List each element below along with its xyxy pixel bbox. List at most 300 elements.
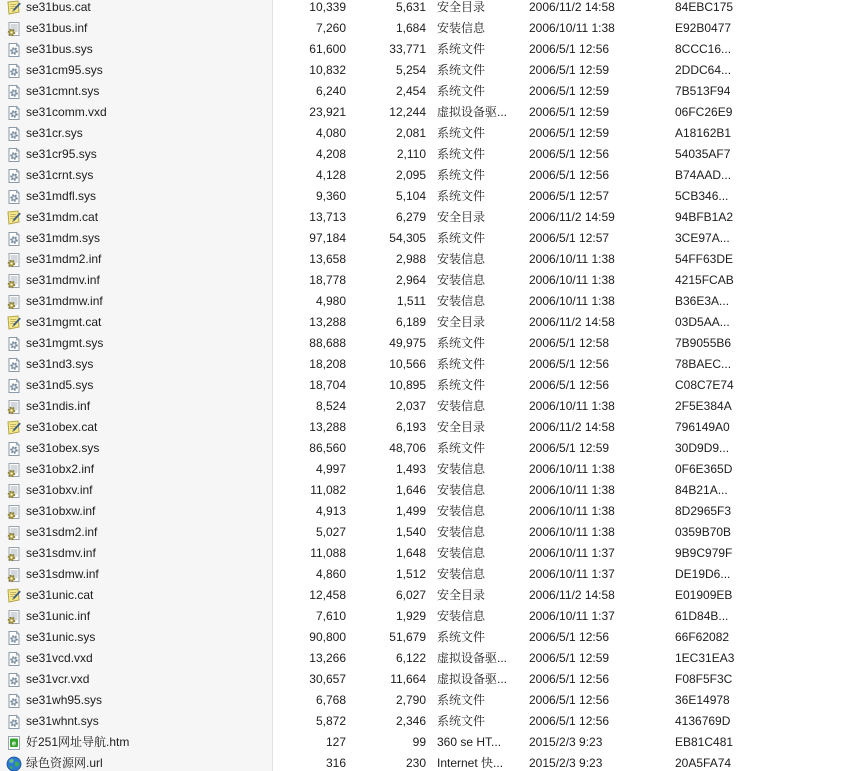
file-crc32: EB81C481	[675, 735, 734, 749]
setup-information-file-icon	[6, 567, 22, 583]
file-name-cell	[0, 312, 273, 333]
file-crc32: 7B513F94	[675, 84, 731, 98]
file-size: 4,980	[315, 294, 346, 308]
file-crc32: 61D84B...	[675, 609, 729, 623]
file-modified-date: 2015/2/3 9:23	[529, 756, 603, 770]
file-name: se31sdm2.inf	[26, 525, 98, 539]
file-modified-date: 2006/5/1 12:56	[529, 630, 610, 644]
file-modified-date: 2006/10/11 1:38	[529, 273, 615, 287]
system-file-icon	[6, 714, 22, 730]
table-row[interactable]	[0, 669, 850, 690]
table-row[interactable]	[0, 102, 850, 123]
file-name: se31sdmw.inf	[26, 567, 99, 581]
file-name-cell	[0, 417, 273, 438]
file-packed-size: 11,664	[390, 672, 426, 686]
file-name-cell	[0, 732, 273, 753]
file-packed-size: 1,540	[395, 525, 426, 539]
system-file-icon	[6, 231, 22, 247]
file-crc32: E01909EB	[675, 588, 733, 602]
file-name-cell	[0, 123, 273, 144]
file-name-cell	[0, 144, 273, 165]
file-modified-date: 2006/10/11 1:37	[529, 546, 615, 560]
table-row[interactable]	[0, 585, 850, 606]
file-crc32: 78BAEC...	[675, 357, 732, 371]
file-name: se31vcd.vxd	[26, 651, 93, 665]
table-row[interactable]	[0, 690, 850, 711]
file-crc32: 84EBC175	[675, 0, 734, 14]
file-packed-size: 2,346	[395, 714, 426, 728]
table-row[interactable]	[0, 417, 850, 438]
file-modified-date: 2006/5/1 12:59	[529, 63, 610, 77]
table-row[interactable]	[0, 207, 850, 228]
table-row[interactable]	[0, 543, 850, 564]
file-modified-date: 2006/10/11 1:38	[529, 21, 615, 35]
file-name: se31nd3.sys	[26, 357, 94, 371]
file-size: 23,921	[309, 105, 346, 119]
file-name: se31comm.vxd	[26, 105, 107, 119]
file-type: 系统文件	[437, 63, 486, 77]
file-name: se31obex.cat	[26, 420, 98, 434]
file-name: se31mgmt.cat	[26, 315, 102, 329]
file-name: se31mdfl.sys	[26, 189, 97, 203]
file-packed-size: 5,631	[395, 0, 426, 14]
file-modified-date: 2006/10/11 1:37	[529, 567, 615, 581]
file-crc32: 2DDC64...	[675, 63, 732, 77]
file-crc32: C08C7E74	[675, 378, 734, 392]
file-crc32: 4215FCAB	[675, 273, 734, 287]
table-row[interactable]	[0, 186, 850, 207]
file-modified-date: 2006/5/1 12:56	[529, 42, 610, 56]
file-type: 安装信息	[437, 462, 486, 476]
file-modified-date: 2006/10/11 1:38	[529, 525, 615, 539]
file-size: 18,778	[309, 273, 346, 287]
file-packed-size: 5,104	[395, 189, 426, 203]
file-size: 127	[325, 735, 346, 749]
file-name: se31obxv.inf	[26, 483, 93, 497]
table-row[interactable]	[0, 123, 850, 144]
file-crc32: 3CE97A...	[675, 231, 730, 245]
file-size: 6,240	[315, 84, 346, 98]
file-crc32: DE19D6...	[675, 567, 731, 581]
file-packed-size: 2,037	[395, 399, 426, 413]
table-row[interactable]	[0, 732, 850, 753]
table-row[interactable]	[0, 753, 850, 771]
file-type: 安全目录	[437, 588, 486, 602]
file-size: 13,658	[309, 252, 346, 266]
file-name: se31sdmv.inf	[26, 546, 96, 560]
table-row[interactable]	[0, 249, 850, 270]
file-type: 系统文件	[437, 84, 486, 98]
file-packed-size: 2,964	[395, 273, 426, 287]
file-modified-date: 2006/10/11 1:38	[529, 252, 615, 266]
file-crc32: A18162B1	[675, 126, 732, 140]
file-type: 安装信息	[437, 399, 486, 413]
system-file-icon	[6, 63, 22, 79]
table-row[interactable]	[0, 564, 850, 585]
file-name: se31obex.sys	[26, 441, 100, 455]
file-name-cell	[0, 375, 273, 396]
file-name-cell	[0, 753, 273, 771]
file-name: se31obxw.inf	[26, 504, 96, 518]
file-packed-size: 1,511	[396, 294, 426, 308]
file-modified-date: 2006/5/1 12:59	[529, 105, 610, 119]
file-packed-size: 99	[412, 735, 426, 749]
file-type: 安装信息	[437, 294, 486, 308]
file-size: 4,860	[315, 567, 346, 581]
html-document-icon	[6, 735, 22, 751]
file-packed-size: 2,081	[395, 126, 426, 140]
system-file-icon	[6, 651, 22, 667]
file-name: se31mdmv.inf	[26, 273, 100, 287]
file-modified-date: 2006/5/1 12:59	[529, 84, 610, 98]
file-type: 360 se HT...	[437, 735, 502, 749]
security-catalog-file-icon	[6, 588, 22, 604]
file-packed-size: 6,027	[395, 588, 426, 602]
file-name-cell	[0, 0, 273, 18]
table-row[interactable]	[0, 627, 850, 648]
system-file-icon	[6, 126, 22, 142]
file-packed-size: 230	[405, 756, 426, 770]
file-name-cell	[0, 690, 273, 711]
file-packed-size: 2,095	[395, 168, 426, 182]
internet-shortcut-icon	[6, 756, 22, 771]
file-packed-size: 5,254	[395, 63, 426, 77]
file-name: se31cmnt.sys	[26, 84, 100, 98]
system-file-icon	[6, 42, 22, 58]
file-size: 5,027	[315, 525, 346, 539]
file-packed-size: 49,975	[389, 336, 426, 350]
file-modified-date: 2006/5/1 12:57	[529, 189, 610, 203]
file-crc32: 1EC31EA3	[675, 651, 735, 665]
file-crc32: 8D2965F3	[675, 504, 732, 518]
file-packed-size: 1,684	[395, 21, 426, 35]
file-size: 10,832	[309, 63, 346, 77]
file-size: 8,524	[315, 399, 346, 413]
file-modified-date: 2006/11/2 14:58	[529, 0, 615, 14]
file-name: se31bus.cat	[26, 0, 91, 14]
file-name-cell	[0, 270, 273, 291]
file-name: se31crnt.sys	[26, 168, 94, 182]
file-name-cell	[0, 564, 273, 585]
table-row[interactable]	[0, 606, 850, 627]
setup-information-file-icon	[6, 483, 22, 499]
file-name-cell	[0, 81, 273, 102]
file-modified-date: 2006/5/1 12:56	[529, 357, 610, 371]
table-row[interactable]	[0, 39, 850, 60]
file-type: 安装信息	[437, 21, 486, 35]
file-modified-date: 2006/5/1 12:56	[529, 693, 610, 707]
file-size: 9,360	[315, 189, 346, 203]
file-name: se31mdm2.inf	[26, 252, 102, 266]
file-name: se31bus.sys	[26, 42, 93, 56]
file-crc32: B36E3A...	[675, 294, 730, 308]
table-row[interactable]	[0, 165, 850, 186]
file-modified-date: 2006/10/11 1:38	[529, 462, 615, 476]
table-row[interactable]	[0, 522, 850, 543]
file-name: 好251网址导航.htm	[26, 735, 130, 749]
file-name: se31mdm.sys	[26, 231, 101, 245]
file-type: 安装信息	[437, 546, 486, 560]
file-packed-size: 1,648	[395, 546, 426, 560]
file-name-cell	[0, 585, 273, 606]
file-crc32: 9B9C979F	[675, 546, 733, 560]
file-name-cell	[0, 522, 273, 543]
file-size: 97,184	[309, 231, 346, 245]
system-file-icon	[6, 147, 22, 163]
security-catalog-file-icon	[6, 210, 22, 226]
file-modified-date: 2006/5/1 12:56	[529, 147, 610, 161]
file-type: 安装信息	[437, 252, 486, 266]
table-row[interactable]	[0, 375, 850, 396]
file-size: 18,704	[309, 378, 346, 392]
file-modified-date: 2006/10/11 1:38	[529, 504, 615, 518]
file-name: se31unic.sys	[26, 630, 96, 644]
file-size: 61,600	[309, 42, 346, 56]
setup-information-file-icon	[6, 273, 22, 289]
file-modified-date: 2006/5/1 12:57	[529, 231, 610, 245]
file-size: 6,768	[315, 693, 346, 707]
setup-information-file-icon	[6, 399, 22, 415]
system-file-icon	[6, 378, 22, 394]
file-name: se31ndis.inf	[26, 399, 91, 413]
file-modified-date: 2006/11/2 14:59	[529, 210, 615, 224]
file-name: se31unic.cat	[26, 588, 94, 602]
file-packed-size: 10,895	[389, 378, 426, 392]
file-name: se31cr95.sys	[26, 147, 97, 161]
file-name-cell	[0, 228, 273, 249]
security-catalog-file-icon	[6, 0, 22, 16]
table-row[interactable]	[0, 711, 850, 732]
file-crc32: 36E14978	[675, 693, 730, 707]
file-size: 4,128	[315, 168, 346, 182]
system-file-icon	[6, 336, 22, 352]
table-row[interactable]	[0, 312, 850, 333]
file-modified-date: 2006/5/1 12:56	[529, 714, 610, 728]
file-name-cell	[0, 333, 273, 354]
file-modified-date: 2015/2/3 9:23	[529, 735, 603, 749]
file-type: 系统文件	[437, 693, 486, 707]
file-name: se31obx2.inf	[26, 462, 95, 476]
table-row[interactable]	[0, 648, 850, 669]
file-packed-size: 2,110	[396, 147, 426, 161]
table-row[interactable]	[0, 501, 850, 522]
file-modified-date: 2006/10/11 1:38	[529, 294, 615, 308]
file-type: 安装信息	[437, 525, 486, 539]
file-size: 4,208	[315, 147, 346, 161]
file-size: 10,339	[309, 0, 346, 14]
file-size: 316	[325, 756, 346, 770]
file-modified-date: 2006/11/2 14:58	[529, 315, 615, 329]
setup-information-file-icon	[6, 525, 22, 541]
file-packed-size: 1,499	[395, 504, 426, 518]
file-modified-date: 2006/10/11 1:38	[529, 483, 615, 497]
file-type: 安装信息	[437, 273, 486, 287]
file-type: 系统文件	[437, 231, 486, 245]
file-size: 7,610	[315, 609, 346, 623]
system-file-icon	[6, 84, 22, 100]
file-name-cell	[0, 354, 273, 375]
file-type: 系统文件	[437, 189, 486, 203]
file-name-cell	[0, 543, 273, 564]
file-name-cell	[0, 606, 273, 627]
file-crc32: 94BFB1A2	[675, 210, 734, 224]
file-size: 13,713	[309, 210, 346, 224]
file-name: se31cm95.sys	[26, 63, 103, 77]
file-modified-date: 2006/11/2 14:58	[529, 588, 615, 602]
file-name: se31wh95.sys	[26, 693, 103, 707]
svg-text:e: e	[11, 737, 17, 747]
file-packed-size: 1,512	[395, 567, 426, 581]
system-file-icon	[6, 630, 22, 646]
file-type: 安装信息	[437, 504, 486, 518]
setup-information-file-icon	[6, 504, 22, 520]
system-file-icon	[6, 693, 22, 709]
file-name-cell	[0, 291, 273, 312]
file-type: 系统文件	[437, 336, 486, 350]
table-row[interactable]	[0, 60, 850, 81]
file-packed-size: 10,566	[389, 357, 426, 371]
file-name-cell	[0, 249, 273, 270]
file-crc32: 0359B70B	[675, 525, 732, 539]
file-name-cell	[0, 186, 273, 207]
file-size: 4,997	[315, 462, 346, 476]
file-modified-date: 2006/10/11 1:37	[529, 609, 615, 623]
file-name: se31mgmt.sys	[26, 336, 104, 350]
file-size: 13,288	[309, 420, 346, 434]
file-modified-date: 2006/5/1 12:56	[529, 378, 610, 392]
file-crc32: 06FC26E9	[675, 105, 733, 119]
file-type: 安全目录	[437, 210, 486, 224]
file-size: 30,657	[309, 672, 346, 686]
file-type: 系统文件	[437, 378, 486, 392]
file-packed-size: 6,122	[395, 651, 426, 665]
file-name: se31bus.inf	[26, 21, 88, 35]
file-type: 安装信息	[437, 483, 486, 497]
file-type: 系统文件	[437, 630, 486, 644]
file-name-cell	[0, 60, 273, 81]
file-packed-size: 51,679	[389, 630, 426, 644]
security-catalog-file-icon	[6, 315, 22, 331]
file-packed-size: 1,929	[395, 609, 426, 623]
file-packed-size: 1,493	[395, 462, 426, 476]
table-row[interactable]	[0, 354, 850, 375]
file-name-cell	[0, 165, 273, 186]
file-crc32: 796149A0	[675, 420, 730, 434]
file-packed-size: 2,454	[395, 84, 426, 98]
file-packed-size: 12,244	[389, 105, 426, 119]
file-packed-size: 1,646	[395, 483, 426, 497]
file-type: 安装信息	[437, 609, 486, 623]
system-file-icon	[6, 168, 22, 184]
file-type: 系统文件	[437, 714, 486, 728]
setup-information-file-icon	[6, 546, 22, 562]
file-name-cell	[0, 501, 273, 522]
file-size: 11,082	[310, 483, 346, 497]
file-name: se31cr.sys	[26, 126, 83, 140]
security-catalog-file-icon	[6, 420, 22, 436]
file-name-cell	[0, 480, 273, 501]
table-row[interactable]	[0, 291, 850, 312]
file-name-cell	[0, 669, 273, 690]
file-crc32: F08F5F3C	[675, 672, 733, 686]
file-size: 88,688	[309, 336, 346, 350]
file-crc32: 03D5AA...	[675, 315, 730, 329]
file-crc32: 4136769D	[675, 714, 731, 728]
table-row[interactable]	[0, 18, 850, 39]
setup-information-file-icon	[6, 252, 22, 268]
file-name-cell	[0, 39, 273, 60]
file-crc32: 54035AF7	[675, 147, 731, 161]
table-row[interactable]	[0, 396, 850, 417]
file-name-cell	[0, 711, 273, 732]
file-packed-size: 2,790	[395, 693, 426, 707]
setup-information-file-icon	[6, 609, 22, 625]
file-type: 虚拟设备驱...	[437, 672, 508, 686]
file-name-cell	[0, 627, 273, 648]
file-size: 5,872	[315, 714, 346, 728]
file-type: 系统文件	[437, 168, 486, 182]
file-name-cell	[0, 102, 273, 123]
table-row[interactable]	[0, 480, 850, 501]
file-type: 系统文件	[437, 357, 486, 371]
file-packed-size: 54,305	[389, 231, 426, 245]
file-packed-size: 6,189	[395, 315, 426, 329]
file-size: 86,560	[309, 441, 346, 455]
setup-information-file-icon	[6, 462, 22, 478]
file-crc32: 66F62082	[675, 630, 730, 644]
file-modified-date: 2006/11/2 14:58	[529, 420, 615, 434]
table-row[interactable]	[0, 0, 850, 18]
table-row[interactable]	[0, 144, 850, 165]
file-crc32: 54FF63DE	[675, 252, 734, 266]
file-name-cell	[0, 438, 273, 459]
file-crc32: E92B0477	[675, 21, 732, 35]
table-row[interactable]	[0, 333, 850, 354]
file-packed-size: 6,279	[395, 210, 426, 224]
file-size: 90,800	[309, 630, 346, 644]
file-packed-size: 48,706	[389, 441, 426, 455]
table-row[interactable]	[0, 438, 850, 459]
system-file-icon	[6, 357, 22, 373]
file-modified-date: 2006/5/1 12:59	[529, 651, 610, 665]
file-type: 系统文件	[437, 42, 486, 56]
file-type: 虚拟设备驱...	[437, 105, 508, 119]
table-row[interactable]	[0, 81, 850, 102]
file-type: Internet 快...	[437, 756, 504, 770]
table-row[interactable]	[0, 459, 850, 480]
file-crc32: 5CB346...	[675, 189, 729, 203]
file-name-cell	[0, 459, 273, 480]
file-crc32: 2F5E384A	[675, 399, 732, 413]
file-crc32: B74AAD...	[675, 168, 732, 182]
file-name: se31unic.inf	[26, 609, 91, 623]
file-crc32: 84B21A...	[675, 483, 728, 497]
file-name: se31mdm.cat	[26, 210, 99, 224]
file-crc32: 8CCC16...	[675, 42, 732, 56]
table-row[interactable]	[0, 270, 850, 291]
file-type: 安全目录	[437, 0, 486, 14]
file-size: 11,088	[310, 546, 346, 560]
file-name-cell	[0, 648, 273, 669]
table-row[interactable]	[0, 228, 850, 249]
file-name-cell	[0, 207, 273, 228]
setup-information-file-icon	[6, 21, 22, 37]
file-size: 12,458	[309, 588, 346, 602]
file-modified-date: 2006/5/1 12:56	[529, 168, 610, 182]
file-type: 虚拟设备驱...	[437, 651, 508, 665]
file-crc32: 7B9055B6	[675, 336, 732, 350]
file-name: se31whnt.sys	[26, 714, 99, 728]
